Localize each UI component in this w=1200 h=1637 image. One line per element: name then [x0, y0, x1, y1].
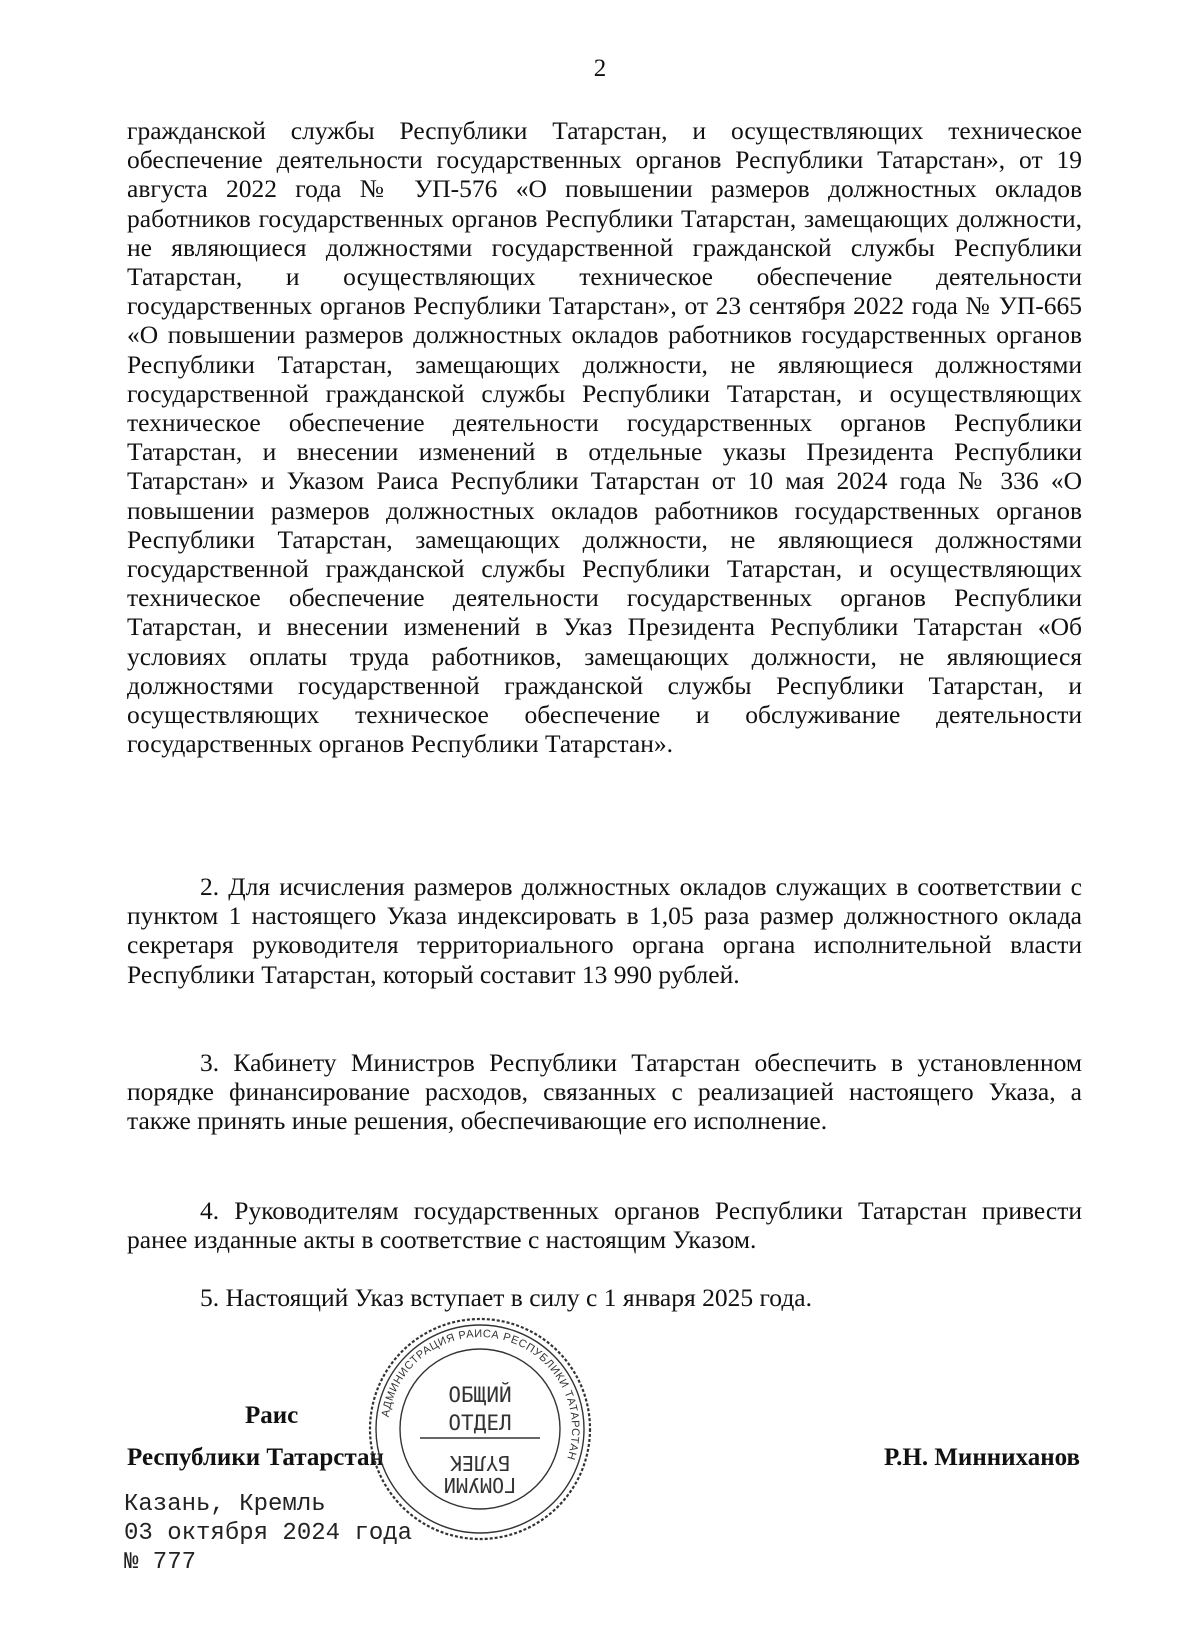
- paragraph-item-2: 2. Для исчисления размеров должностных окладов служащих в соответствии с пунктом 1 настоящего Указа индексировать в 1,05 раза размер должностного оклада секретаря руководителя территориального органа органа исполнительной власти Республики Татарстан, который составит 13 990 рублей.: [127, 872, 1082, 989]
- paragraph-item-3: 3. Кабинету Министров Республики Татарстан обеспечить в установленном порядке финансирование расходов, связанных с реализацией настоящего Указа, а также принять иные решения, обеспечивающие его исполнение.: [127, 1048, 1082, 1136]
- decree-number: № 777: [124, 1549, 197, 1576]
- signing-date: 03 октября 2024 года: [124, 1520, 413, 1547]
- page-number: 2: [593, 55, 607, 82]
- signatory-title-line2: Республики Татарстан: [127, 1444, 384, 1471]
- paragraph-continuation: гражданской службы Республики Татарстан, и осуществляющих техническое обеспечение деятельности государственных органов Республики Татарстан», от 19 августа 2022 года № УП-576 «О повышении размеров должностных окладов работников государственных органов Республики Татарстан, замещающих должности, не являющиеся должностями государственной гражданской службы Республики Татарстан, и осуществляющих техническое обеспечение деятельности государственных органов Республики Татарстан», от 23 сентября 2022 года № УП-665 «О повышении размеров должностных окладов работников государственных органов Республики Татарстан, замещающих должности, не являющиеся должностями государственной гражданской службы Республики Татарстан, и осуществляющих техническое обеспечение деятельности государственных органов Республики Татарстан, и внесении изменений в отдельные указы Президента Республики Татарстан» и Указом Раиса Республики Татарстан от 10 мая 2024 года № 336 «О повышении размеров должностных окладов работников государственных органов Республики Татарстан, замещающих должности, не являющиеся должностями государственной гражданской службы Республики Татарстан, и осуществляющих техническое обеспечение деятельности государственных органов Республики Татарстан, и внесении изменений в Указ Президента Республики Татарстан «Об условиях оплаты труда работников, замещающих должности, не являющиеся должностями государственной гражданской службы Республики Татарстан, и осуществляющих техническое обеспечение и обслуживание деятельности государственных органов Республики Татарстан».: [127, 116, 1082, 759]
- stamp-line3: БҮЛЕК: [449, 1451, 511, 1475]
- paragraph-item-4: 4. Руководителям государственных органов Республики Татарстан привести ранее изданные акты в соответствие с настоящим Указом.: [127, 1196, 1082, 1255]
- place-of-signing: Казань, Кремль: [124, 1491, 326, 1518]
- signatory-name: Р.Н. Минниханов: [883, 1444, 1080, 1471]
- paragraph-item-5: 5. Настоящий Указ вступает в силу с 1 января 2025 года.: [200, 1283, 812, 1312]
- official-stamp: [365, 1314, 595, 1544]
- stamp-line1: ОБЩИЙ: [448, 1383, 512, 1407]
- stamp-line2: ОТДЕЛ: [448, 1411, 512, 1435]
- stamp-line4: ГОМУМИ: [443, 1473, 517, 1497]
- stamp-ring-text: АДМИНИСТРАЦИЯ РАИСА РЕСПУБЛИКИ ТАТАРСТАН: [379, 1327, 582, 1462]
- signatory-title-line1: Раис: [245, 1402, 299, 1429]
